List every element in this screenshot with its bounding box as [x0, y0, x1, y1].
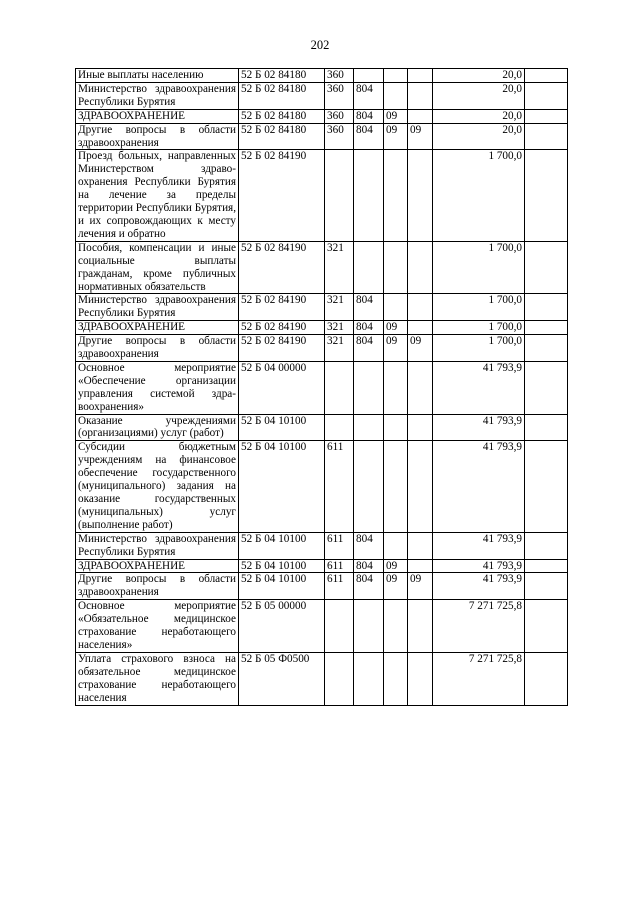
- row-vr-cell: [325, 361, 354, 414]
- row-pr-cell: [408, 69, 433, 83]
- row-code-cell: 52 Б 04 10100: [239, 441, 325, 532]
- row-name-cell: Министерство здравоохранения Республики Бурятия: [76, 82, 239, 109]
- row-empty-cell: [525, 241, 568, 294]
- row-empty-cell: [525, 652, 568, 705]
- row-grbs-cell: 804: [354, 559, 384, 573]
- row-amount-cell: 1 700,0: [433, 321, 525, 335]
- row-empty-cell: [525, 294, 568, 321]
- row-amount-cell: 7 271 725,8: [433, 600, 525, 653]
- row-vr-cell: 611: [325, 559, 354, 573]
- row-vr-cell: 611: [325, 573, 354, 600]
- row-vr-cell: 321: [325, 321, 354, 335]
- row-amount-cell: 41 793,9: [433, 532, 525, 559]
- row-code-cell: 52 Б 02 84180: [239, 82, 325, 109]
- row-pr-cell: 09: [408, 335, 433, 362]
- row-grbs-cell: 804: [354, 532, 384, 559]
- row-pr-cell: [408, 109, 433, 123]
- budget-table: [75, 68, 568, 706]
- table-row: [76, 109, 568, 123]
- row-code-cell: 52 Б 04 10100: [239, 532, 325, 559]
- budget-table-body: [76, 69, 568, 706]
- row-rz-cell: [384, 82, 408, 109]
- row-rz-cell: 09: [384, 123, 408, 150]
- row-grbs-cell: 804: [354, 321, 384, 335]
- row-amount-cell: 7 271 725,8: [433, 652, 525, 705]
- row-pr-cell: [408, 361, 433, 414]
- row-rz-cell: 09: [384, 109, 408, 123]
- row-name-cell: ЗДРАВООХРАНЕНИЕ: [76, 109, 239, 123]
- row-rz-cell: [384, 150, 408, 241]
- row-vr-cell: 360: [325, 82, 354, 109]
- row-empty-cell: [525, 573, 568, 600]
- table-row: [76, 321, 568, 335]
- row-code-cell: 52 Б 04 10100: [239, 559, 325, 573]
- row-name-cell: Другие вопросы в области здравоохранения: [76, 573, 239, 600]
- row-amount-cell: 1 700,0: [433, 294, 525, 321]
- row-empty-cell: [525, 321, 568, 335]
- row-rz-cell: [384, 532, 408, 559]
- row-pr-cell: [408, 321, 433, 335]
- row-vr-cell: [325, 414, 354, 441]
- row-code-cell: 52 Б 05 00000: [239, 600, 325, 653]
- row-vr-cell: 360: [325, 109, 354, 123]
- row-empty-cell: [525, 123, 568, 150]
- table-row: [76, 82, 568, 109]
- row-grbs-cell: [354, 241, 384, 294]
- row-empty-cell: [525, 109, 568, 123]
- row-code-cell: 52 Б 04 00000: [239, 361, 325, 414]
- row-grbs-cell: 804: [354, 109, 384, 123]
- table-row: [76, 652, 568, 705]
- row-vr-cell: [325, 600, 354, 653]
- table-row: [76, 123, 568, 150]
- row-amount-cell: 41 793,9: [433, 559, 525, 573]
- row-rz-cell: 09: [384, 321, 408, 335]
- row-grbs-cell: 804: [354, 573, 384, 600]
- row-code-cell: 52 Б 02 84190: [239, 321, 325, 335]
- table-row: [76, 150, 568, 241]
- row-empty-cell: [525, 69, 568, 83]
- row-name-cell: Проезд больных, направленных Министерством здравоохранения Республики Бурятия на лечение за пределы территории Республики Бурятия, и их сопровождающих к месту лечения и обратно: [76, 150, 239, 241]
- row-name-cell: Пособия, компенсации и иные социальные выплаты гражданам, кроме публичных нормативных обязательств: [76, 241, 239, 294]
- row-rz-cell: 09: [384, 559, 408, 573]
- table-row: [76, 241, 568, 294]
- row-vr-cell: [325, 150, 354, 241]
- row-pr-cell: [408, 532, 433, 559]
- row-grbs-cell: 804: [354, 82, 384, 109]
- row-rz-cell: [384, 652, 408, 705]
- row-code-cell: 52 Б 04 10100: [239, 414, 325, 441]
- row-rz-cell: [384, 294, 408, 321]
- row-vr-cell: [325, 652, 354, 705]
- table-row: [76, 532, 568, 559]
- row-amount-cell: 1 700,0: [433, 335, 525, 362]
- row-grbs-cell: 804: [354, 123, 384, 150]
- row-amount-cell: 20,0: [433, 82, 525, 109]
- page-number: 202: [310, 38, 330, 52]
- table-row: [76, 573, 568, 600]
- row-amount-cell: 41 793,9: [433, 414, 525, 441]
- row-empty-cell: [525, 414, 568, 441]
- row-pr-cell: [408, 441, 433, 532]
- row-name-cell: Другие вопросы в области здравоохранения: [76, 123, 239, 150]
- row-code-cell: 52 Б 04 10100: [239, 573, 325, 600]
- row-code-cell: 52 Б 02 84190: [239, 335, 325, 362]
- row-name-cell: Министерство здравоохранения Республики Бурятия: [76, 294, 239, 321]
- row-name-cell: Основное мероприятие «Обеспечение организации управления системой здравоохранения»: [76, 361, 239, 414]
- row-rz-cell: [384, 441, 408, 532]
- row-vr-cell: 321: [325, 294, 354, 321]
- row-amount-cell: 41 793,9: [433, 361, 525, 414]
- row-code-cell: 52 Б 02 84180: [239, 69, 325, 83]
- row-rz-cell: 09: [384, 573, 408, 600]
- row-rz-cell: [384, 600, 408, 653]
- row-vr-cell: 321: [325, 241, 354, 294]
- row-grbs-cell: [354, 441, 384, 532]
- table-row: [76, 559, 568, 573]
- row-amount-cell: 20,0: [433, 109, 525, 123]
- row-amount-cell: 20,0: [433, 69, 525, 83]
- row-empty-cell: [525, 361, 568, 414]
- row-grbs-cell: [354, 414, 384, 441]
- row-grbs-cell: [354, 150, 384, 241]
- row-amount-cell: 1 700,0: [433, 241, 525, 294]
- row-amount-cell: 20,0: [433, 123, 525, 150]
- row-grbs-cell: [354, 69, 384, 83]
- row-pr-cell: [408, 414, 433, 441]
- row-empty-cell: [525, 82, 568, 109]
- row-rz-cell: [384, 69, 408, 83]
- row-pr-cell: [408, 600, 433, 653]
- row-grbs-cell: [354, 600, 384, 653]
- row-amount-cell: 1 700,0: [433, 150, 525, 241]
- row-grbs-cell: [354, 652, 384, 705]
- row-vr-cell: 611: [325, 441, 354, 532]
- row-vr-cell: 611: [325, 532, 354, 559]
- row-pr-cell: [408, 559, 433, 573]
- row-name-cell: Оказание учреждениями (организациями) услуг (работ): [76, 414, 239, 441]
- table-row: [76, 335, 568, 362]
- row-empty-cell: [525, 600, 568, 653]
- row-grbs-cell: 804: [354, 294, 384, 321]
- row-vr-cell: 360: [325, 69, 354, 83]
- table-row: [76, 294, 568, 321]
- row-empty-cell: [525, 532, 568, 559]
- row-name-cell: Субсидии бюджетным учреждениям на финансовое обеспечение государственного (муниципального) задания на оказание государственных (муниципальных) услуг (выполнение работ): [76, 441, 239, 532]
- row-grbs-cell: [354, 361, 384, 414]
- row-pr-cell: 09: [408, 573, 433, 600]
- table-row: [76, 414, 568, 441]
- table-row: [76, 69, 568, 83]
- row-rz-cell: [384, 241, 408, 294]
- row-empty-cell: [525, 441, 568, 532]
- table-row: [76, 361, 568, 414]
- row-pr-cell: [408, 241, 433, 294]
- row-amount-cell: 41 793,9: [433, 441, 525, 532]
- row-code-cell: 52 Б 02 84190: [239, 241, 325, 294]
- row-pr-cell: [408, 652, 433, 705]
- row-code-cell: 52 Б 02 84180: [239, 109, 325, 123]
- row-rz-cell: 09: [384, 335, 408, 362]
- row-name-cell: Уплата страхового взноса на обязательное медицинское страхование неработающего населения: [76, 652, 239, 705]
- row-amount-cell: 41 793,9: [433, 573, 525, 600]
- row-pr-cell: [408, 150, 433, 241]
- row-code-cell: 52 Б 02 84190: [239, 294, 325, 321]
- row-name-cell: Другие вопросы в области здравоохранения: [76, 335, 239, 362]
- row-pr-cell: [408, 294, 433, 321]
- row-empty-cell: [525, 150, 568, 241]
- row-name-cell: Министерство здравоохранения Республики Бурятия: [76, 532, 239, 559]
- row-grbs-cell: 804: [354, 335, 384, 362]
- row-name-cell: Иные выплаты населению: [76, 69, 239, 83]
- row-rz-cell: [384, 361, 408, 414]
- row-empty-cell: [525, 559, 568, 573]
- row-name-cell: ЗДРАВООХРАНЕНИЕ: [76, 559, 239, 573]
- row-code-cell: 52 Б 02 84190: [239, 150, 325, 241]
- row-vr-cell: 321: [325, 335, 354, 362]
- table-row: [76, 600, 568, 653]
- row-empty-cell: [525, 335, 568, 362]
- row-vr-cell: 360: [325, 123, 354, 150]
- row-code-cell: 52 Б 05 Ф0500: [239, 652, 325, 705]
- row-name-cell: Основное мероприятие «Обязательное медицинское страхование неработающего населения»: [76, 600, 239, 653]
- row-rz-cell: [384, 414, 408, 441]
- row-code-cell: 52 Б 02 84180: [239, 123, 325, 150]
- row-pr-cell: 09: [408, 123, 433, 150]
- row-pr-cell: [408, 82, 433, 109]
- row-name-cell: ЗДРАВООХРАНЕНИЕ: [76, 321, 239, 335]
- table-row: [76, 441, 568, 532]
